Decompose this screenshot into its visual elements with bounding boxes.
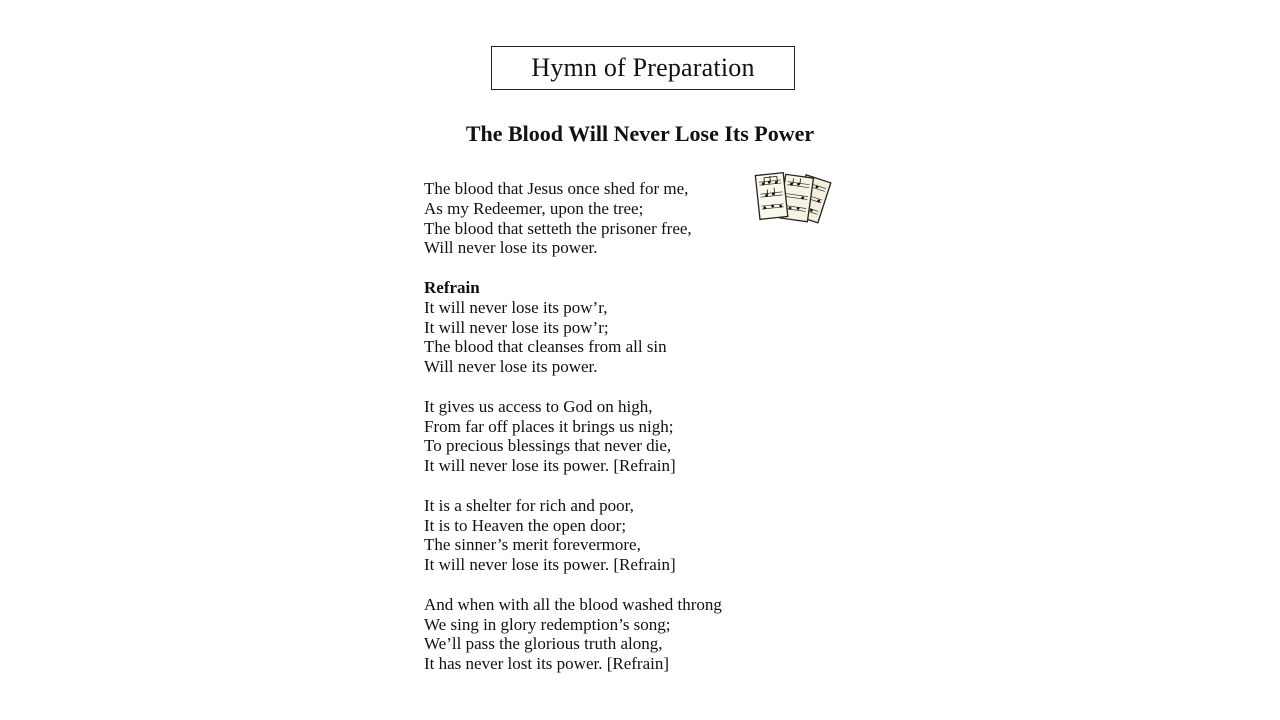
lyric-line: We sing in glory redemption’s song; [424,614,671,634]
lyric-line: From far off places it brings us nigh; [424,416,674,436]
lyric-line: It will never lose its power. [Refrain] [424,555,676,575]
lyric-line: And when with all the blood washed throng [424,594,722,614]
hymn-title: The Blood Will Never Lose Its Power [465,121,815,146]
lyric-line: It has never lost its power. [Refrain] [424,654,670,674]
lyric-line: The blood that cleanses from all sin [424,337,667,357]
section-header [491,46,795,90]
refrain-heading: Refrain [424,277,480,297]
lyric-line: It gives us access to God on high, [424,396,653,416]
section-header-label: Hymn of Preparation [531,53,755,82]
lyric-line: It will never lose its power. [Refrain] [424,456,676,476]
lyric-line: We’ll pass the glorious truth along, [424,634,663,654]
lyric-line: As my Redeemer, upon the tree; [424,198,644,218]
lyric-line: It is to Heaven the open door; [424,515,627,535]
lyric-line: It is a shelter for rich and poor, [424,495,634,515]
lyric-line: It will never lose its pow’r; [424,317,609,337]
refrain [424,278,844,377]
stanza-3 [424,496,844,575]
lyric-line: The blood that setteth the prisoner free, [424,218,692,238]
stanza-1 [424,179,844,258]
lyric-line: The blood that Jesus once shed for me, [424,179,689,198]
stanza-4 [424,595,844,674]
lyric-line: The sinner’s merit forevermore, [424,535,641,555]
lyric-line: Will never lose its power. [424,357,598,377]
hymn-lyrics [424,179,844,674]
lyric-line: To precious blessings that never die, [424,436,672,456]
lyric-line: Will never lose its power. [424,238,598,258]
stanza-2 [424,397,844,476]
lyric-line: It will never lose its pow’r, [424,297,608,317]
